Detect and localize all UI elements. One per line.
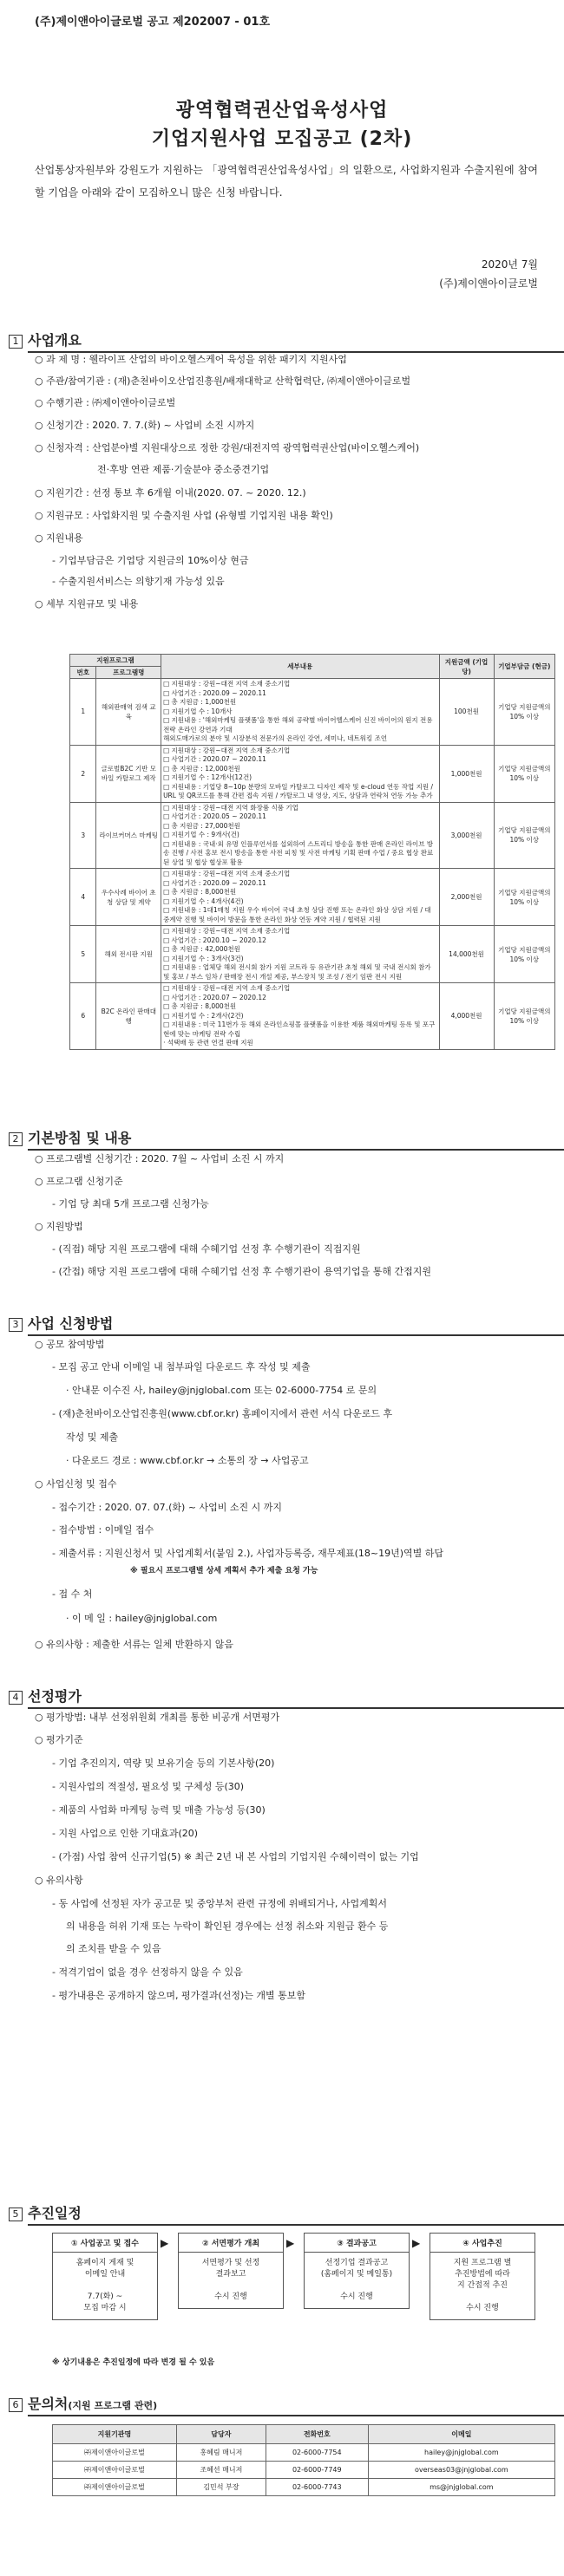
table-row (70, 926, 555, 983)
section-title: 선정평가 (28, 1686, 564, 1709)
policy-line: - (간접) 해당 지원 프로그램에 대해 수혜기업 선정 후 수행기관이 용역기업을 통해 간접지원 (52, 1266, 432, 1277)
contact-phone: 02-6000-7743 (266, 2479, 368, 2496)
section-title: 사업개요 (28, 329, 564, 353)
program-share: 기업당 지원금액의 10% 이상 (494, 869, 554, 926)
contact-org: ㈜제이앤아이글로벌 (53, 2479, 177, 2496)
section-number: 4 (9, 1691, 23, 1705)
flow-step-title: ① 사업공고 및 접수 (53, 2234, 157, 2253)
contact-org: ㈜제이앤아이글로벌 (53, 2444, 177, 2462)
eval-line: - 동 사업에 선정된 자가 공고문 및 중앙부처 관련 규정에 위배되거나, 사업계획서 (52, 1898, 387, 1909)
table-header: 전화번호 (266, 2425, 368, 2444)
section-3-header (9, 1313, 564, 1336)
eval-line: - (가점) 사업 참여 신규기업(5) ※ 최근 2년 내 본 사업의 기업지원 수혜이력이 없는 기업 (52, 1851, 419, 1862)
overview-line: ○ 수행기관 : ㈜제이앤아이글로벌 (35, 397, 176, 408)
program-no: 5 (70, 926, 96, 983)
program-name: 라이브커머스 마케팅 (96, 802, 161, 869)
section-number: 3 (9, 1318, 23, 1332)
section-number: 5 (9, 2208, 23, 2221)
program-share: 기업당 지원금액의 10% 이상 (494, 983, 554, 1050)
flow-step (52, 2233, 158, 2320)
program-amount: 3,000천원 (439, 802, 494, 869)
section-number: 2 (9, 1132, 23, 1146)
program-share: 기업당 지원금액의 10% 이상 (494, 802, 554, 869)
table-row (70, 679, 555, 746)
notice-date: 2020년 7월 (481, 258, 538, 271)
program-amount: 4,000천원 (439, 983, 494, 1050)
program-share: 기업당 지원금액의 10% 이상 (494, 679, 554, 746)
overview-line: ○ 과 제 명 : 웰라이프 산업의 바이오헬스케어 육성을 위한 패키지 지원사업 (35, 354, 347, 365)
apply-line: - 접 수 처 (52, 1588, 93, 1600)
eval-line: 의 조치를 받을 수 있음 (66, 1943, 161, 1954)
apply-line: - 접수방법 : 이메일 접수 (52, 1524, 154, 1536)
eval-line: ○ 평가기준 (35, 1734, 83, 1745)
program-name: 우수사례 바이어 초청 상담 및 계약 (96, 869, 161, 926)
policy-line: - 기업 당 최대 5개 프로그램 신청가능 (52, 1198, 209, 1210)
program-detail: □ 지원대상 : 강원~대전 지역 화장품 식품 기업 □ 사업기간 : 2020.05 ~ 2020.11 □ 총 지원금 : 27,000천원 □ 지원기업 수 : 9개사(건) □ 지원내용 : 국내·외 유명 인플루언서를 섭외하여 스트리디 방송을 통한 판매 온라인 라이브 방송 진행 / 사전 홍보 전시 방송을 통한 사전 피칭 및 사전 마케팅 기획 판매 수업 / 중요 협상 완료된 상업 및 협상 협상포 활용 (161, 802, 439, 869)
program-no: 1 (70, 679, 96, 746)
eval-line: - 기업 추진의지, 역량 및 보유기술 등의 기본사항(20) (52, 1758, 275, 1769)
table-header: 세부내용 (161, 655, 439, 679)
apply-line: - 접수기간 : 2020. 07. 07.(화) ~ 사업비 소진 시 까지 (52, 1502, 283, 1513)
apply-line: · 다운로드 경로 : www.cbf.or.kr → 소통의 장 → 사업공고 (66, 1455, 309, 1466)
arrow-icon: ▶ (412, 2237, 421, 2249)
flow-step (430, 2233, 535, 2320)
page-title-line1: 광역협력권산업육성사업 (175, 100, 389, 121)
program-detail: □ 지원대상 : 강원~대전 지역 소재 중소기업 □ 사업기간 : 2020.10 ~ 2020.12 □ 총 지원금 : 42,000천원 □ 지원기업 수 : 3개사(3건) □ 지원내용 : 업체당 해외 전시회 참가 지원 코트라 등 유관기관 초청 해외 및 국내 전시회 참가 및 홍보 / 부스 임차 / 판매장 전시 개설 제공, 부스장치 및 조성 / 전기 임판 전시 지원 (161, 926, 439, 983)
section-number: 1 (9, 335, 23, 349)
table-header: 이메일 (368, 2425, 554, 2444)
overview-line: - 기업부담금은 기업당 지원금의 10%이상 현금 (52, 555, 249, 566)
apply-line: ○ 유의사항 : 제출한 서류는 일체 반환하지 않음 (35, 1639, 234, 1650)
flow-step-title: ③ 결과공고 (305, 2234, 409, 2253)
policy-line: ○ 지원방법 (35, 1221, 83, 1232)
flow-step-body: 지원 프로그램 별 추진방법에 따라 지 간접적 추진 수시 진행 (453, 2259, 512, 2312)
table-row (70, 745, 555, 802)
eval-line: - 지원 사업으로 인한 기대효과(20) (52, 1828, 199, 1839)
overview-line: ○ 지원내용 (35, 532, 83, 544)
overview-line: - 수출지원서비스는 의향기재 가능성 있음 (52, 576, 225, 587)
table-row (70, 983, 555, 1050)
program-amount: 14,000천원 (439, 926, 494, 983)
apply-email-line[interactable]: · 이 메 일 : hailey@jnjglobal.com (66, 1613, 218, 1624)
section-title-sub: (지원 프로그램 관련) (68, 2400, 158, 2411)
contact-person: 홍혜림 매니저 (176, 2444, 266, 2462)
flow-step-body: 선정기업 결과공고 (홈페이지 및 메일통) 수시 진행 (320, 2259, 393, 2301)
overview-line: ○ 신청자격 : 산업분야별 지원대상으로 정한 강원/대전지역 광역협력권산업(바이오헬스케어) (35, 442, 420, 453)
eval-line: ○ 유의사항 (35, 1875, 83, 1886)
section-1-header (9, 329, 564, 353)
page-title-line2: 기업지원사업 모집공고 (2차) (151, 128, 413, 150)
flow-step (304, 2233, 410, 2309)
overview-line: ○ 지원규모 : 사업화지원 및 수출지원 사업 (유형별 기업지원 내용 확인) (35, 510, 333, 521)
flow-step (178, 2233, 284, 2309)
contact-org: ㈜제이앤아이글로벌 (53, 2462, 177, 2479)
overview-line: ○ 신청기간 : 2020. 7. 7.(화) ~ 사업비 소진 시까지 (35, 420, 255, 431)
overview-line: 전·후방 연관 제품·기술분야 중소중견기업 (97, 464, 270, 475)
contact-person: 조혜선 매니저 (176, 2462, 266, 2479)
program-table-body (70, 679, 555, 1050)
table-row (70, 869, 555, 926)
eval-line: - 제품의 사업화 마케팅 능력 및 매출 가능성 등(30) (52, 1804, 266, 1816)
section-title: 사업 신청방법 (28, 1313, 564, 1336)
program-amount: 100천원 (439, 679, 494, 746)
program-amount: 2,000천원 (439, 869, 494, 926)
table-header: 기업부담금 (현금) (494, 655, 554, 679)
apply-line: ※ 필요시 프로그램별 상세 계획서 추가 제출 요청 가능 (130, 1567, 318, 1575)
program-amount: 1,000천원 (439, 745, 494, 802)
program-detail: □ 지원대상 : 강원~대전 지역 소재 중소기업 □ 사업기간 : 2020.07 ~ 2020.12 □ 총 지원금 : 8,000천원 □ 지원기업 수 : 2개사(2건) □ 지원내용 : 미국 11번가 등 해외 온라인쇼핑몰 플랫폼을 이용한 제품 해외마케팅 등록 및 포구현에 맞는 마케팅 전략 수립 · 석택배 등 관련 연결 판매 지원 (161, 983, 439, 1050)
table-header: 프로그램명 (96, 667, 161, 679)
program-no: 3 (70, 802, 96, 869)
notice-number: (주)제이앤아이글로벌 공고 제202007 - 01호 (35, 16, 270, 29)
apply-line: ○ 사업신청 및 접수 (35, 1478, 117, 1490)
program-no: 4 (70, 869, 96, 926)
flow-note: ※ 상기내용은 추진일정에 따라 변경 될 수 있음 (52, 2358, 215, 2367)
program-detail: □ 지원대상 : 강원~대전 지역 소재 중소기업 □ 사업기간 : 2020.09 ~ 2020.11 □ 총 지원금 : 1,000천원 □ 지원기업 수 : 10개사 □ 지원내용 : '해외마케팅 플랫폼'을 통한 해외 공략별 바이어헬스케어 신진 바이어의 원지 전용전략 온라인 강연과 기대 해외도매가로의 분야 및 시장분석 전문가의 온라인 강연, 세미나, 네트워킹 조언 (161, 679, 439, 746)
section-5-header (9, 2202, 564, 2226)
contact-email[interactable]: hailey@jnjglobal.com (368, 2444, 554, 2462)
table-header: 번호 (70, 667, 96, 679)
policy-line: - (직접) 해당 지원 프로그램에 대해 수혜기업 선정 후 수행기관이 직접지원 (52, 1243, 361, 1255)
section-title: 추진일정 (28, 2202, 564, 2226)
program-no: 6 (70, 983, 96, 1050)
program-table (69, 654, 555, 1050)
overview-line: ○ 주관/참여기관 : (재)춘천바이오산업진흥원/배재대학교 산학협력단, ㈜제이앤아이글로벌 (35, 375, 411, 387)
policy-line: ○ 프로그램 신청기준 (35, 1176, 123, 1187)
section-title: 기본방침 및 내용 (28, 1127, 564, 1151)
section-number: 6 (9, 2398, 23, 2412)
table-row (70, 802, 555, 869)
apply-line: 작성 및 제출 (66, 1431, 119, 1443)
contact-email[interactable]: overseas03@jnjglobal.com (368, 2462, 554, 2479)
table-header: 지원금액 (기업당) (439, 655, 494, 679)
apply-line: - (재)춘천바이오산업진흥원(www.cbf.or.kr) 홈페이지에서 관련 서식 다운로드 후 (52, 1408, 393, 1419)
arrow-icon: ▶ (286, 2237, 295, 2249)
section-4-header (9, 1686, 564, 1709)
eval-line: ○ 평가방법: 내부 선정위원회 개최를 통한 비공개 서면평가 (35, 1712, 280, 1723)
program-share: 기업당 지원금액의 10% 이상 (494, 745, 554, 802)
contact-table (52, 2424, 555, 2496)
section-title-main: 문의처 (28, 2396, 69, 2412)
overview-line: ○ 지원기간 : 선정 통보 후 6개월 이내(2020. 07. ~ 2020. 12.) (35, 487, 306, 499)
program-name: 해외 전시판 지원 (96, 926, 161, 983)
flow-step-body: 서면평가 및 선정 결과보고 수시 진행 (201, 2259, 260, 2301)
section-6-header (9, 2393, 564, 2416)
intro-paragraph: 산업통상자원부와 강원도가 지원하는 「광역협력권산업육성사업」의 일환으로, 사업화지원과 수출지원에 참여할 기업을 아래와 같이 모집하오니 많은 신청 바랍니다. (35, 164, 538, 199)
flow-step-body: 홈페이지 게재 및 이메일 안내 7.7(화) ~ 모집 마감 시 (75, 2259, 134, 2312)
program-name: B2C 온라인 판매대행 (96, 983, 161, 1050)
table-header: 지원프로그램 (70, 655, 161, 667)
contact-phone: 02-6000-7749 (266, 2462, 368, 2479)
arrow-icon: ▶ (161, 2237, 169, 2249)
program-no: 2 (70, 745, 96, 802)
table-row (53, 2479, 555, 2496)
contact-email[interactable]: ms@jnjglobal.com (368, 2479, 554, 2496)
program-detail: □ 지원대상 : 강원~대전 지역 소재 중소기업 □ 사업기간 : 2020.07 ~ 2020.11 □ 총 지원금 : 12,000천원 □ 지원기업 수 : 12개사(12건) □ 지원내용 : 기업당 8~10p 분량의 모바일 카탈로그 디자인 제작 및 e-cloud 연동 작업 지원 / URL 및 QR코드를 통해 간편 접속 지원 / 카탈로그 내 영상, 지도, 상담과 연락처 연동 가능 추가 (161, 745, 439, 802)
table-header: 지원기관명 (53, 2425, 177, 2444)
eval-line: - 평가내용은 공개하지 않으며, 평가결과(선정)는 개별 통보함 (52, 1990, 306, 2001)
table-header: 담당자 (176, 2425, 266, 2444)
table-row (53, 2462, 555, 2479)
table-row (53, 2444, 555, 2462)
policy-line: ○ 프로그램별 신청기간 : 2020. 7월 ~ 사업비 소진 시 까지 (35, 1153, 285, 1164)
program-share: 기업당 지원금액의 10% 이상 (494, 926, 554, 983)
schedule-flow (52, 2233, 555, 2319)
program-detail: □ 지원대상 : 강원~대전 지역 소재 중소기업 □ 사업기간 : 2020.09 ~ 2020.11 □ 총 지원금 : 8,000천원 □ 지원기업 수 : 4개사(4건) □ 지원내용 : 1대1매칭 지원 우수 바이어 국내 초청 상담 진행 또는 온라인 화상 상담 지원 / 대중계약 진행 및 바이어 방문을 통한 온라인 화상 연동 계약 지원 / 협력된 지원 (161, 869, 439, 926)
apply-line: - 모집 공고 안내 이메일 내 첨부파일 다운로드 후 작성 및 제출 (52, 1361, 311, 1373)
contact-person: 김민석 부장 (176, 2479, 266, 2496)
apply-line: · 안내문 이수진 사, hailey@jnjglobal.com 또는 02-6000-7754 로 문의 (66, 1385, 377, 1396)
program-name: 해외판매역 검색 교육 (96, 679, 161, 746)
program-name: 글로벌B2C 기반 모바일 카탈로그 제작 (96, 745, 161, 802)
eval-line: - 적격기업이 없을 경우 선정하지 않을 수 있음 (52, 1966, 243, 1978)
apply-line: ○ 공모 참여방법 (35, 1339, 105, 1350)
overview-line: ○ 세부 지원규모 및 내용 (35, 598, 139, 610)
section-title (28, 2393, 564, 2416)
contact-phone: 02-6000-7754 (266, 2444, 368, 2462)
notice-org: (주)제이앤아이글로벌 (439, 277, 538, 290)
section-2-header (9, 1127, 564, 1151)
flow-step-title: ④ 사업추진 (430, 2234, 534, 2253)
eval-line: 의 내용을 허위 기재 또는 누락이 확인된 경우에는 선정 취소와 지원금 환수 등 (66, 1921, 389, 1932)
eval-line: - 지원사업의 적절성, 필요성 및 구체성 등(30) (52, 1781, 245, 1792)
flow-step-title: ② 서면평가 개최 (179, 2234, 283, 2253)
apply-line: - 제출서류 : 지원신청서 및 사업계획서(붙임 2.), 사업자등록증, 재무제표(18~19년)역별 하답 (52, 1548, 444, 1559)
